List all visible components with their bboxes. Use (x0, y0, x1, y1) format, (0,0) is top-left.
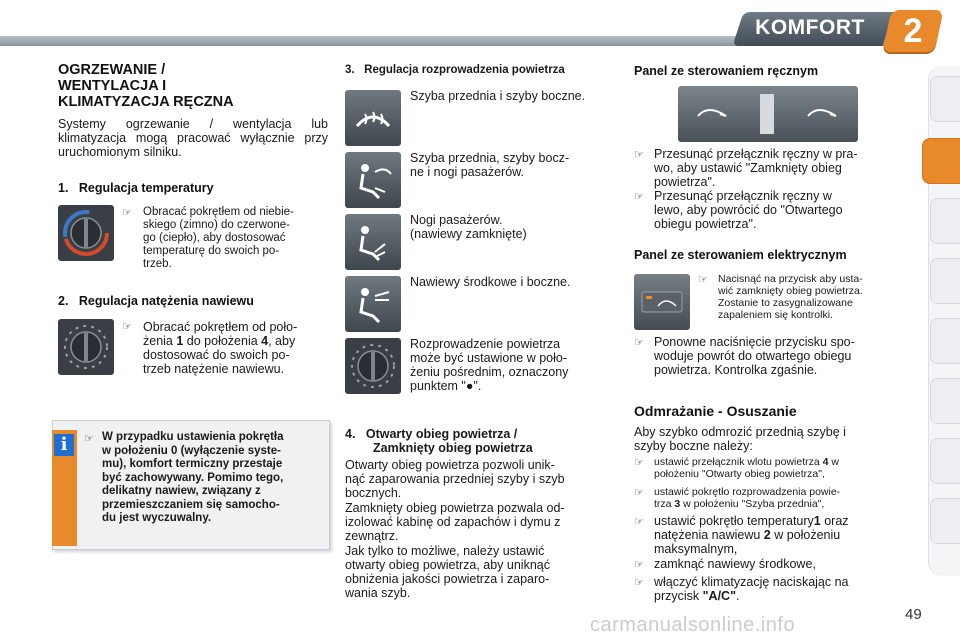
feet-icon (345, 214, 401, 270)
electric-panel-heading: Panel ze sterowaniem elektrycznym (634, 248, 847, 262)
defrost-step-2: ustawić pokrętło rozprowadzenia powie- trza 3 w położeniu "Szyba przednia", (654, 486, 841, 510)
manual-panel-heading: Panel ze sterowaniem ręcznym (634, 64, 819, 78)
mode-windscreen-feet-text: Szyba przednia, szyby bocz- ne i nogi pasażerów. (410, 151, 570, 179)
recirculation-button-image (634, 274, 690, 330)
defrost-intro: Aby szybko odmrozić przednią szybę i szyby boczne należy: (634, 425, 846, 453)
chapter-tab-8[interactable] (930, 498, 960, 544)
info-icon: i (54, 434, 74, 456)
bullet-hand-icon: ☞ (122, 321, 132, 333)
fan-knob-image (58, 319, 114, 375)
temperature-knob-image (58, 205, 114, 261)
manual-recirculation-slider-image (678, 86, 858, 142)
recirculation-p2: Zamknięty obieg powietrza pozwala od- izolować kabinę od zapachów i dymu z zewnątrz. (345, 501, 565, 543)
bullet-hand-icon: ☞ (634, 487, 644, 499)
bullet-hand-icon: ☞ (634, 457, 644, 469)
mode-windscreen-text: Szyba przednia i szyby boczne. (410, 89, 586, 103)
defrost-step-4: zamknąć nawiewy środkowe, (654, 557, 816, 571)
recirculation-p3: Jak tylko to możliwe, należy ustawić otwarty obieg powietrza, aby uniknąć obniżenia jakości powietrza i zaparo- wania szyb. (345, 544, 550, 600)
chapter-number: 2 (903, 12, 923, 50)
fan-speed-heading: 2. Regulacja natężenia nawiewu (58, 294, 254, 308)
recirculation-heading: 4. Otwarty obieg powietrza / Zamknięty obieg powietrza (345, 427, 533, 455)
chapter-tab-1[interactable] (930, 76, 960, 122)
bullet-hand-icon: ☞ (634, 191, 644, 203)
bullet-hand-icon: ☞ (122, 207, 132, 219)
face-vents-icon (345, 276, 401, 332)
fan-instructions: Obracać pokrętłem od poło- żenia 1 do położenia 4, aby dostosować do swoich po- trzeb natężenie nawiewu. (143, 320, 298, 376)
electric-step-2: Ponowne naciśnięcie przycisku spo- woduje powrót do otwartego obiegu powietrza. Kontrolka zgaśnie. (654, 335, 855, 377)
defrost-windscreen-icon (345, 90, 401, 146)
temperature-instructions: Obracać pokrętłem od niebie- skiego (zimno) do czerwone- go (ciepło), aby dostosować temperaturę do swoich po- trzeb. (143, 206, 294, 270)
distribution-knob-image (345, 338, 401, 394)
defrost-step-5: włączyć klimatyzację naciskając na przycisk "A/C". (654, 575, 849, 603)
defrost-step-3: ustawić pokrętło temperatury1 oraz natężenia nawiewu 2 w położeniu maksymalnym, (654, 514, 849, 556)
chapter-tab-6[interactable] (930, 378, 960, 424)
bullet-hand-icon: ☞ (634, 149, 644, 161)
recirculation-p1: Otwarty obieg powietrza pozwoli unik- nąć zaparowania przedniej szyby i szyb bocznych. (345, 458, 565, 500)
manual-step-1: Przesunąć przełącznik ręczny w pra- wo, aby ustawić "Zamknięty obieg powietrza". (654, 147, 858, 189)
chapter-tab-7[interactable] (930, 438, 960, 484)
bullet-hand-icon: ☞ (634, 516, 644, 528)
electric-step-1: Nacisnąć na przycisk aby usta- wić zamknięty obieg powietrza. Zostanie to zasygnalizowane zapaleniem się kontrolki. (718, 273, 863, 321)
mode-intermediate-text: Rozprowadzenie powietrza może być ustawione w poło- żeniu pośrednim, oznaczony punktem "●". (410, 337, 569, 393)
manual-step-2: Przesunąć przełącznik ręczny w lewo, aby powrócić do "Otwartego obiegu powietrza". (654, 189, 843, 231)
defrost-heading: Odmrażanie - Osuszanie (634, 403, 797, 419)
chapter-tab-4[interactable] (930, 258, 960, 304)
mode-face-vents-text: Nawiewy środkowe i boczne. (410, 275, 571, 289)
info-note: W przypadku ustawienia pokrętła w położeniu 0 (wyłączenie syste- mu), komfort termiczny przestaje być zachowywany. Pomimo tego, delikatny nawiew, związany z przemieszczaniem się samocho- du jest wyczuwalny. (102, 431, 284, 524)
temperature-heading: 1. Regulacja temperatury (58, 181, 214, 195)
windscreen-and-feet-icon (345, 152, 401, 208)
bullet-hand-icon: ☞ (634, 577, 644, 589)
page-number: 49 (905, 606, 922, 623)
section-title: OGRZEWANIE / WENTYLACJA I KLIMATYZACJA RĘCZNA (58, 62, 234, 110)
bullet-hand-icon: ☞ (634, 337, 644, 349)
bullet-hand-icon: ☞ (84, 433, 94, 445)
bullet-hand-icon: ☞ (698, 274, 708, 286)
distribution-heading: 3. Regulacja rozprowadzenia powietrza (345, 64, 565, 76)
intro-paragraph: Systemy ogrzewanie / wentylacja lub klimatyzacja mogą pracować wyłącznie przy uruchomionym silniku. (58, 117, 328, 159)
chapter-tab-3[interactable] (930, 198, 960, 244)
watermark: carmanualsonline.info (590, 614, 796, 636)
chapter-number-badge (883, 10, 944, 52)
bullet-hand-icon: ☞ (634, 559, 644, 571)
defrost-step-1: ustawić przełącznik wlotu powietrza 4 w położeniu "Otwarty obieg powietrza", (654, 456, 839, 480)
chapter-tab-5[interactable] (930, 318, 960, 364)
mode-feet-text: Nogi pasażerów. (nawiewy zamknięte) (410, 213, 527, 241)
chapter-title: KOMFORT (755, 16, 865, 39)
chapter-tab-2-active[interactable] (922, 138, 960, 184)
